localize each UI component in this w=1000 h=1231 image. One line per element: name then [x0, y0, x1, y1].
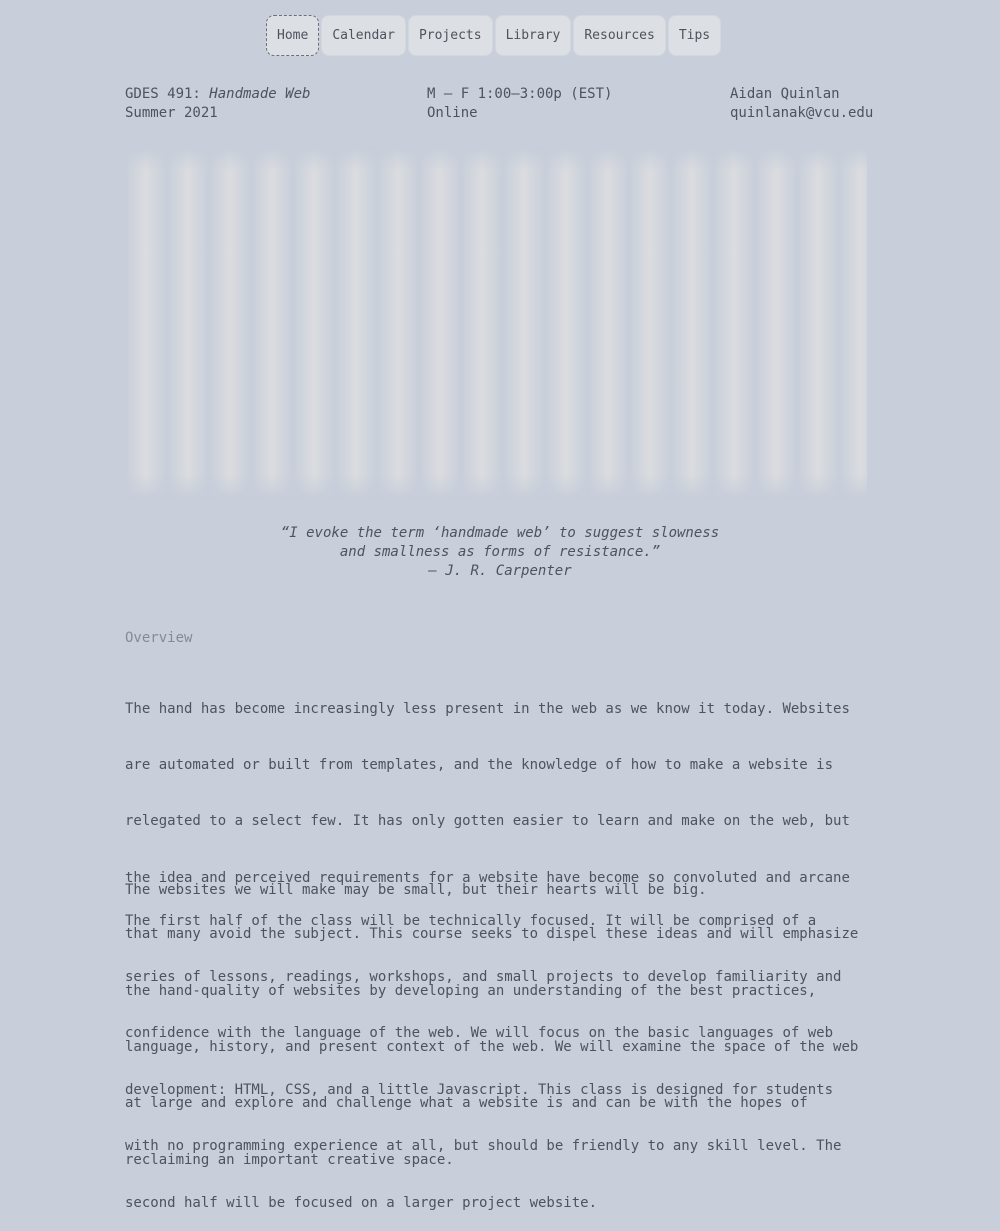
course-term: Summer 2021	[125, 105, 218, 121]
overview-paragraph-3	[125, 874, 875, 1231]
course-code: GDES 491:	[125, 86, 201, 102]
paragraph-line: with no programming experience at all, but should be friendly to any skill level. The	[125, 1138, 842, 1155]
paragraph-line: language, history, and present context of the web. We will examine the space of the web	[125, 1038, 859, 1055]
instructor-info	[730, 85, 873, 123]
overview-heading: Overview	[125, 630, 193, 646]
paragraph-line: confidence with the language of the web. We will focus on the basic languages of web	[125, 1025, 834, 1042]
main-nav	[266, 15, 721, 56]
paragraph-line: are automated or built from templates, and the knowledge of how to make a website is	[125, 756, 834, 773]
quote-line-2: and smallness as forms of resistance.”	[339, 544, 661, 560]
paragraph-line: The websites we will make may be small, but their hearts will be big.	[125, 881, 707, 898]
epigraph-quote	[150, 524, 850, 581]
course-info	[125, 85, 310, 123]
course-title: Handmade Web	[209, 86, 311, 102]
quote-attribution: — J. R. Carpenter	[428, 563, 572, 579]
paragraph-line: series of lessons, readings, workshops, and small projects to develop familiarity and	[125, 968, 842, 985]
striped-hero-graphic	[125, 147, 867, 498]
instructor-email: quinlanak@vcu.edu	[730, 105, 874, 121]
paragraph-line: development: HTML, CSS, and a little Javascript. This class is designed for students	[125, 1081, 834, 1098]
paragraph-line: reclaiming an important creative space.	[125, 1151, 454, 1168]
nav-calendar-button[interactable]: Calendar	[321, 15, 406, 56]
paragraph-line: The first half of the class will be technically focused. It will be comprised of a	[125, 912, 817, 929]
paragraph-line: the hand-quality of websites by developing an understanding of the best practices,	[125, 982, 817, 999]
paragraph-line: relegated to a select few. It has only gotten easier to learn and make on the web, but	[125, 813, 850, 830]
paragraph-line: the idea and perceived requirements for a website have become so convoluted and arcane	[125, 869, 850, 886]
course-schedule: M – F 1:00–3:00p (EST)	[427, 86, 613, 102]
paragraph-line: second half will be focused on a larger project website.	[125, 1194, 598, 1211]
quote-line-1: “I evoke the term ‘handmade web’ to suggest slowness	[280, 525, 720, 541]
paragraph-line: at large and explore and challenge what a website is and can be with the hopes of	[125, 1095, 808, 1112]
paragraph-line: The hand has become increasingly less present in the web as we know it today. Websites	[125, 700, 850, 717]
nav-library-button[interactable]: Library	[495, 15, 572, 56]
paragraph-line: that many avoid the subject. This course seeks to dispel these ideas and will emphasize	[125, 926, 859, 943]
course-location: Online	[427, 105, 478, 121]
schedule-info	[427, 85, 612, 123]
nav-tips-button[interactable]: Tips	[668, 15, 721, 56]
nav-home-button[interactable]: Home	[266, 15, 319, 56]
nav-projects-button[interactable]: Projects	[408, 15, 493, 56]
course-title-line	[125, 85, 310, 104]
instructor-name: Aidan Quinlan	[730, 86, 840, 102]
nav-resources-button[interactable]: Resources	[573, 15, 665, 56]
